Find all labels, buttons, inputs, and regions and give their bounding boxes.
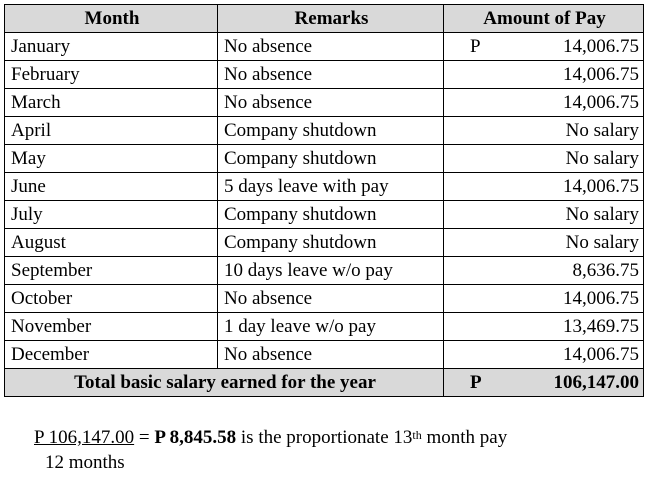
month-cell: March	[5, 89, 218, 117]
remarks-cell: 10 days leave w/o pay	[218, 257, 444, 285]
amount-cell	[444, 313, 644, 341]
formula-text: is the proportionate 13	[240, 427, 413, 448]
amount-value: 14,006.75	[563, 176, 639, 197]
table-header-row	[5, 5, 644, 33]
table-row	[5, 313, 644, 341]
thirteenth-month-formula	[34, 426, 507, 450]
remarks-cell: Company shutdown	[218, 117, 444, 145]
amount-cell	[444, 201, 644, 229]
amount-value: 14,006.75	[563, 64, 639, 85]
amount-value: 14,006.75	[563, 344, 639, 365]
remarks-cell: Company shutdown	[218, 229, 444, 257]
total-amount-cell	[444, 369, 644, 397]
remarks-cell: No absence	[218, 61, 444, 89]
month-cell: June	[5, 173, 218, 201]
table-row	[5, 33, 644, 61]
amount-cell	[444, 285, 644, 313]
formula-equals: =	[138, 427, 150, 448]
amount-value: 8,636.75	[572, 260, 639, 281]
month-cell: January	[5, 33, 218, 61]
amount-cell	[444, 61, 644, 89]
table-row	[5, 117, 644, 145]
header-amount: Amount of Pay	[444, 5, 644, 33]
amount-cell	[444, 341, 644, 369]
amount-cell	[444, 229, 644, 257]
month-cell: August	[5, 229, 218, 257]
amount-value: 14,006.75	[563, 288, 639, 309]
total-amount: 106,147.00	[553, 372, 639, 393]
month-cell: November	[5, 313, 218, 341]
amount-cell	[444, 257, 644, 285]
remarks-cell: No absence	[218, 33, 444, 61]
amount-value: 14,006.75	[563, 92, 639, 113]
amount-cell	[444, 173, 644, 201]
table-row	[5, 201, 644, 229]
remarks-cell: Company shutdown	[218, 201, 444, 229]
formula-result: P 8,845.58	[154, 427, 237, 448]
table-row	[5, 173, 644, 201]
table-row	[5, 145, 644, 173]
month-cell: May	[5, 145, 218, 173]
total-label: Total basic salary earned for the year	[5, 369, 444, 397]
table-row	[5, 285, 644, 313]
formula-numerator: P 106,147.00	[34, 427, 135, 448]
amount-value: No salary	[565, 204, 639, 225]
remarks-cell: No absence	[218, 285, 444, 313]
remarks-cell: No absence	[218, 89, 444, 117]
month-cell: April	[5, 117, 218, 145]
remarks-cell: 5 days leave with pay	[218, 173, 444, 201]
table-row	[5, 257, 644, 285]
amount-value: 14,006.75	[563, 36, 639, 57]
header-month: Month	[5, 5, 218, 33]
month-cell: February	[5, 61, 218, 89]
amount-value: No salary	[565, 148, 639, 169]
table-row	[5, 61, 644, 89]
table-body	[5, 33, 644, 369]
month-cell: September	[5, 257, 218, 285]
month-cell: July	[5, 201, 218, 229]
formula-superscript: th	[412, 428, 422, 442]
amount-value: 13,469.75	[563, 316, 639, 337]
pay-table	[4, 4, 644, 397]
header-remarks: Remarks	[218, 5, 444, 33]
remarks-cell: Company shutdown	[218, 145, 444, 173]
table-row	[5, 341, 644, 369]
currency-symbol: P	[470, 36, 481, 57]
table-row	[5, 229, 644, 257]
amount-value: No salary	[565, 232, 639, 253]
remarks-cell: 1 day leave w/o pay	[218, 313, 444, 341]
formula-text-end: month pay	[426, 427, 508, 448]
remarks-cell: No absence	[218, 341, 444, 369]
formula-denominator: 12 months	[45, 452, 125, 473]
amount-cell	[444, 33, 644, 61]
month-cell: October	[5, 285, 218, 313]
amount-cell	[444, 89, 644, 117]
amount-cell	[444, 145, 644, 173]
total-row	[5, 369, 644, 397]
month-cell: December	[5, 341, 218, 369]
table-row	[5, 89, 644, 117]
amount-value: No salary	[565, 120, 639, 141]
total-currency-symbol: P	[470, 372, 482, 393]
amount-cell	[444, 117, 644, 145]
